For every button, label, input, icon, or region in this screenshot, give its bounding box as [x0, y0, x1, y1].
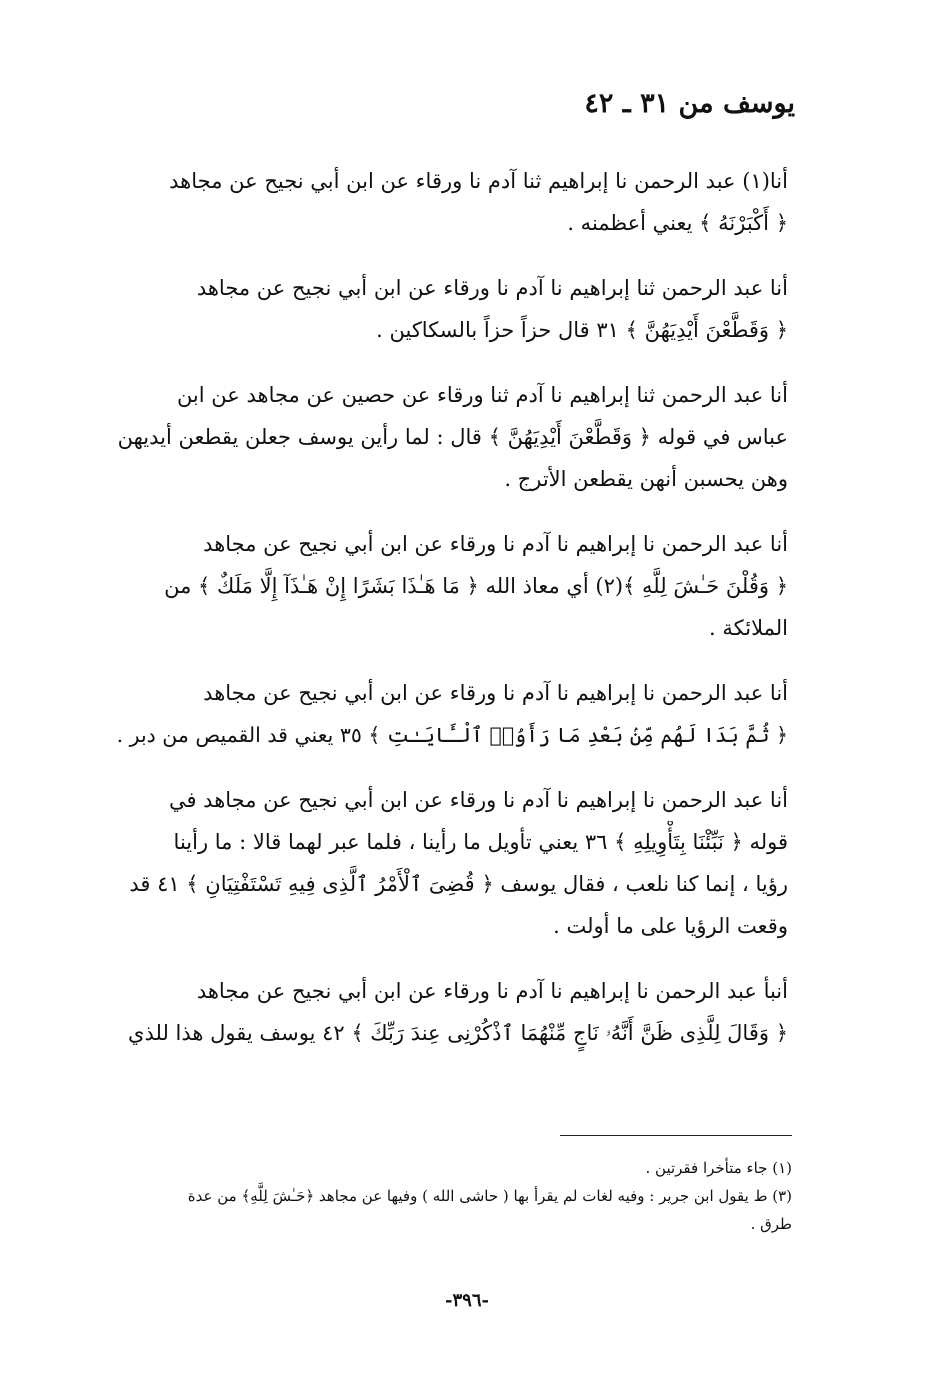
text-line: ﴿ وَقَطَّعْنَ أَيْدِيَهُنَّ ﴾ ٣١ قال حزاً حزاً بالسكاكين .	[376, 318, 788, 342]
paragraph-1	[108, 160, 788, 244]
text-line: رؤيا ، إنما كنا نلعب ، فقال يوسف ﴿ قُضِىَ ٱلْأَمْرُ ٱلَّذِى فِيهِ تَسْتَفْتِيَانِ ﴾ ٤١ قد	[129, 872, 788, 896]
text-line: أنا عبد الرحمن نا إبراهيم نا آدم نا ورقاء عن ابن أبي نجيح عن مجاهد	[203, 532, 788, 556]
text-line: ﴿ وَقُلْنَ حَـٰشَ لِلَّهِ ﴾(٢) أي معاذ الله ﴿ مَا هَـٰذَا بَشَرًا إِنْ هَـٰذَآ إِلَّا مَلَكٌ ﴾ من	[164, 574, 788, 598]
paragraph-5	[108, 672, 788, 756]
text-line: ﴿ ثُمَّ بَدَا لَهُم مِّنۢ بَعْدِ مَا رَأَوُا۟ ٱلْـَٔايَـٰتِ ﴾ ٣٥ يعني قد القميص من دبر .	[116, 723, 788, 747]
text-line: أنا عبد الرحمن نا إبراهيم نا آدم نا ورقاء عن ابن أبي نجيح عن مجاهد	[203, 681, 788, 705]
text-line: عباس في قوله ﴿ وَقَطَّعْنَ أَيْدِيَهُنَّ ﴾ قال : لما رأين يوسف جعلن يقطعن أيديهن	[117, 425, 788, 449]
paragraph-4	[108, 523, 788, 649]
page-number: -٣٩٦-	[445, 1290, 489, 1311]
footnote-1: (١) جاء متأخرا فقرتين .	[645, 1159, 792, 1177]
paragraph-3	[108, 374, 788, 500]
running-header	[95, 84, 795, 124]
footnote-2-continuation: طرق .	[750, 1215, 792, 1233]
text-line: وقعت الرؤيا على ما أولت .	[553, 914, 788, 938]
footnote-2: (٣) ط يقول ابن جرير : وفيه لغات لم يقرأ بها ( حاشى الله ) وفيها عن مجاهد ﴿حَـٰشَ لِلَّهِ﴾ من عدة	[187, 1187, 792, 1205]
running-title: يوسف من ٣١ ـ ٤٢	[584, 88, 795, 119]
text-line: أنا(١) عبد الرحمن نا إبراهيم ثنا آدم نا ورقاء عن ابن أبي نجيح عن مجاهد	[169, 169, 788, 193]
text-line: وهن يحسبن أنهن يقطعن الأترج .	[504, 467, 788, 491]
text-line: أنا عبد الرحمن نا إبراهيم نا آدم نا ورقاء عن ابن أبي نجيح عن مجاهد في	[168, 788, 788, 812]
text-line: أنا عبد الرحمن ثنا إبراهيم نا آدم ثنا ورقاء عن حصين عن مجاهد عن ابن	[176, 383, 788, 407]
text-line: قوله ﴿ نَبِّئْنَا بِتَأْوِيلِهِ ﴾ ٣٦ يعني تأويل ما رأينا ، فلما عبر لهما قالا : ما رأينا	[173, 830, 788, 854]
footnotes	[108, 1154, 792, 1238]
text-line: ﴿ وَقَالَ لِلَّذِى ظَنَّ أَنَّهُۥ نَاجٍ مِّنْهُمَا ٱذْكُرْنِى عِندَ رَبِّكَ ﴾ ٤٢ يوسف يقول هذا للذي	[128, 1021, 788, 1045]
paragraph-7	[108, 970, 788, 1054]
text-line: ﴿ أَكْبَرْنَهُ ﴾ يعني أعظمنه .	[567, 211, 788, 235]
paragraph-6	[108, 779, 788, 947]
paragraph-2	[108, 267, 788, 351]
body-text	[108, 160, 788, 1077]
footnote-separator	[560, 1135, 792, 1136]
text-line: الملائكة .	[709, 616, 788, 640]
text-line: أنا عبد الرحمن ثنا إبراهيم نا آدم نا ورقاء عن ابن أبي نجيح عن مجاهد	[196, 276, 788, 300]
text-line: أنبأ عبد الرحمن نا إبراهيم نا آدم نا ورقاء عن ابن أبي نجيح عن مجاهد	[196, 979, 788, 1003]
